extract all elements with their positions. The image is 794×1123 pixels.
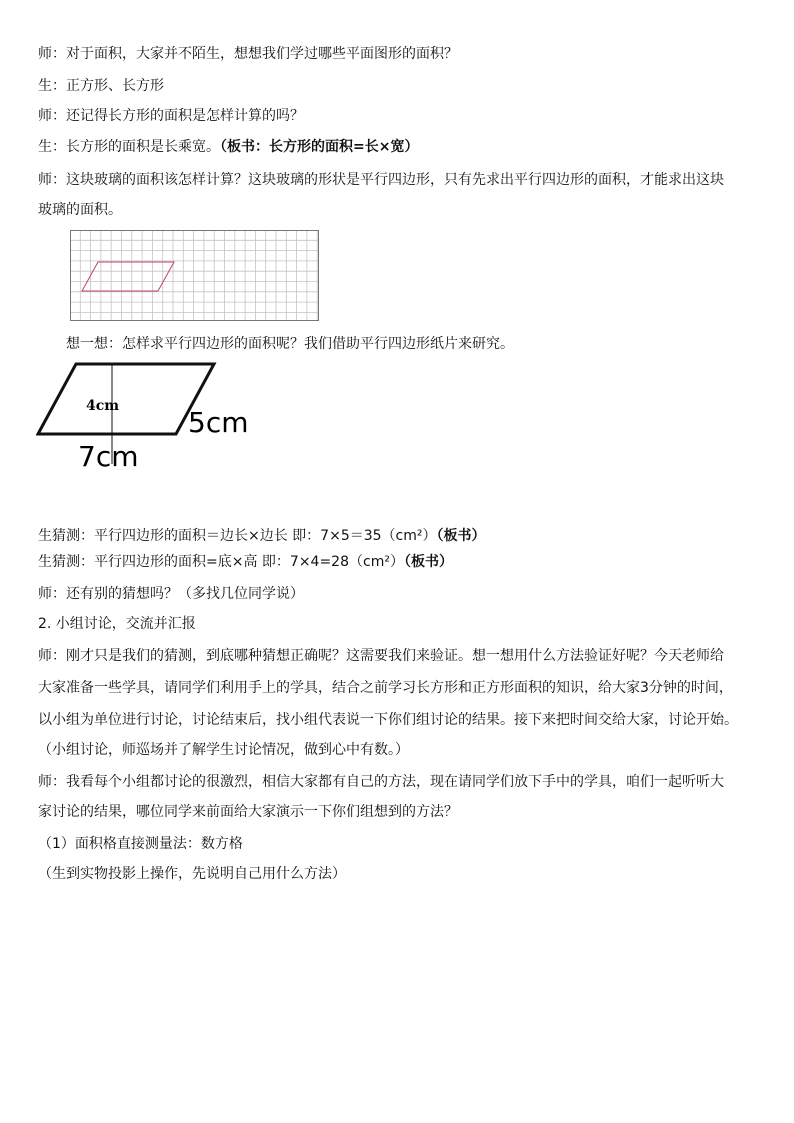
grid-parallelogram-svg [70, 230, 320, 322]
parallelogram-svg [36, 360, 276, 480]
line-teacher-question-area: 师：对于面积，大家并不陌生，想想我们学过哪些平面图形的面积？ [38, 46, 458, 62]
line-teacher-report-1: 师：我看每个小组都讨论的很激烈，相信大家都有自己的方法，现在请同学们放下手中的学具，咱们一起听听大 [38, 774, 724, 790]
board-note-rectangle: （板书：长方形的面积=长×宽） [220, 139, 419, 155]
line-teacher-report-2: 家讨论的结果，哪位同学来前面给大家演示一下你们组想到的方法？ [38, 804, 458, 820]
line-guess-side [38, 526, 486, 546]
line-teacher-question-rectangle: 师：还记得长方形的面积是怎样计算的吗？ [38, 108, 304, 124]
line-student-answer-shapes: 生：正方形、长方形 [38, 78, 164, 94]
line-teacher-verify-3: 以小组为单位进行讨论，讨论结束后，找小组代表说一下你们组讨论的结果。接下来把时间交给大家，讨论开始。 [38, 712, 738, 728]
small-parallelogram [82, 262, 174, 291]
answer-text: 生：长方形的面积是长乘宽。 [38, 139, 220, 155]
line-method-count-squares: （1）面积格直接测量法：数方格 [38, 836, 243, 852]
guess-base-height-text: 生猜测：平行四边形的面积=底×高 即：7×4=28（cm²） [38, 554, 404, 570]
line-guess-base-height [38, 552, 453, 572]
line-teacher-verify-2: 大家准备一些学具，请同学们利用手上的学具，结合之前学习长方形和正方形面积的知识，给大家3分钟的时间， [38, 680, 733, 696]
base-label: 7cm [78, 440, 139, 473]
line-other-guesses: 师：还有别的猜想吗？（多找几位同学说） [38, 586, 304, 602]
line-student-answer-rectangle [38, 137, 418, 157]
board-note-guess-base: （板书） [403, 554, 453, 570]
board-note-guess-side: （板书） [436, 528, 486, 544]
line-teacher-verify-1: 师：刚才只是我们的猜测，到底哪种猜想正确呢？这需要我们来验证。想一想用什么方法验证好呢？今天老师给 [38, 648, 724, 664]
section-heading-discussion: 2. 小组讨论，交流并汇报 [38, 616, 196, 632]
grid-figure [70, 230, 320, 326]
height-label: 4cm [86, 398, 120, 414]
line-think-prompt: 想一想：怎样求平行四边形的面积呢？我们借助平行四边形纸片来研究。 [66, 336, 514, 352]
guess-side-text: 生猜测：平行四边形的面积＝边长×边长 即：7×5＝35（cm²） [38, 528, 437, 544]
parallelogram-figure [36, 360, 276, 484]
line-group-discussion-note: （小组讨论，师巡场并了解学生讨论情况，做到心中有数。） [38, 742, 409, 758]
line-teacher-glass-question: 师：这块玻璃的面积该怎样计算？这块玻璃的形状是平行四边形，只有先求出平行四边形的面积，才能求出这块 [38, 172, 724, 188]
side-label: 5cm [188, 406, 249, 439]
grid-border [71, 231, 319, 321]
line-teacher-glass-question-cont: 玻璃的面积。 [38, 202, 122, 218]
line-student-demo-note: （生到实物投影上操作，先说明自己用什么方法） [38, 866, 346, 882]
grid-lines [70, 230, 319, 321]
